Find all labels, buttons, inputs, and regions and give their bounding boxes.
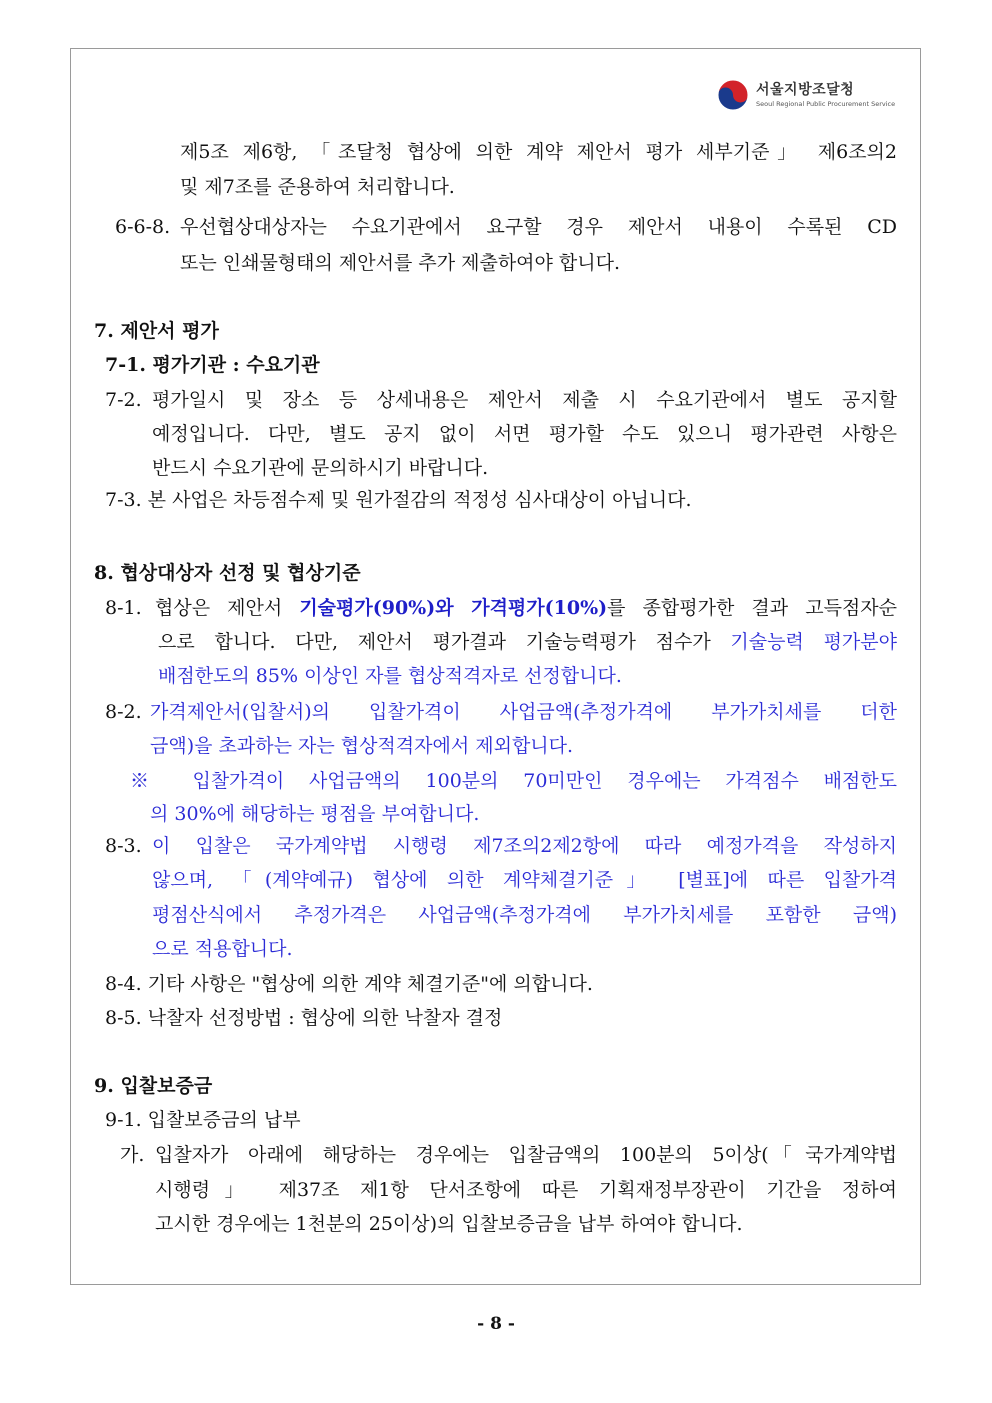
item-text: 8-4. 기타 사항은 "협상에 의한 계약 체결기준"에 의합니다. xyxy=(105,973,593,995)
continuation-line-1: 제5조 제6항, 「조달청 협상에 의한 계약 제안서 평가 세부기준」 제6조의2 xyxy=(180,141,897,163)
item-number: 7-2. xyxy=(105,389,142,411)
item-text xyxy=(155,596,897,620)
note-text: ※ 입찰가격이 사업금액의 100분의 70미만인 경우에는 가격점수 배점한도 xyxy=(130,770,897,792)
item-text: 평가일시 및 장소 등 상세내용은 제안서 제출 시 수요기관에서 별도 공지할 xyxy=(152,389,897,411)
item-text: 우선협상대상자는 수요기관에서 요구할 경우 제안서 내용이 수록된 CD xyxy=(180,216,897,238)
item-number: 8-1. xyxy=(105,597,142,619)
logo xyxy=(716,78,896,114)
item-text: 평점산식에서 추정가격은 사업금액(추정가격에 부가가치세를 포함한 금액) xyxy=(152,904,897,926)
item-text: 시행령」 제37조 제1항 단서조항에 따른 기획재정부장관이 기간을 정하여 xyxy=(155,1179,897,1201)
text-run: 를 종합평가한 결과 고득점자순 xyxy=(607,597,897,619)
item-text: 9-1. 입찰보증금의 납부 xyxy=(105,1109,301,1131)
item-text: 예정입니다. 다만, 별도 공지 없이 서면 평가할 수도 있으니 평가관련 사항은 xyxy=(152,423,897,445)
item-number: 6-6-8. xyxy=(115,216,171,238)
item-text: 7-3. 본 사업은 차등점수제 및 원가절감의 적정성 심사대상이 아닙니다. xyxy=(105,489,692,511)
highlight-text: 기술평가(90%)와 가격평가(10%) xyxy=(299,597,608,619)
item-text: 가격제안서(입찰서)의 입찰가격이 사업금액(추정가격에 부가가치세를 더한 xyxy=(150,701,897,723)
item-text: 이 입찰은 국가계약법 시행령 제7조의2제2항에 따라 예정가격을 작성하지 xyxy=(152,835,897,857)
item-text: 반드시 수요기관에 문의하시기 바랍니다. xyxy=(152,457,489,479)
item-number: 8-2. xyxy=(105,701,142,723)
continuation-line-2: 및 제7조를 준용하여 처리합니다. xyxy=(180,176,455,198)
item-heading: 7-1. 평가기관 : 수요기관 xyxy=(105,354,320,376)
section-title: 7. 제안서 평가 xyxy=(94,320,219,342)
text-run: 으로 합니다. 다만, 제안서 평가결과 기술능력평가 점수가 xyxy=(158,631,731,653)
text-run: 협상은 제안서 xyxy=(155,597,300,619)
logo-name-ko: 서울지방조달청 xyxy=(756,82,855,98)
item-text: 고시한 경우에는 1천분의 25이상)의 입찰보증금을 납부 하여야 합니다. xyxy=(155,1213,743,1235)
section-title: 9. 입찰보증금 xyxy=(94,1075,213,1097)
item-text: 배점한도의 85% 이상인 자를 협상적격자로 선정합니다. xyxy=(158,665,622,687)
item-text: 금액)을 초과하는 자는 협상적격자에서 제외합니다. xyxy=(150,735,574,757)
item-text: 입찰자가 아래에 해당하는 경우에는 입찰금액의 100분의 5이상(「국가계약법 xyxy=(155,1144,897,1166)
item-number: 8-3. xyxy=(105,835,142,857)
note-text: 의 30%에 해당하는 평점을 부여합니다. xyxy=(150,803,480,825)
item-text: 으로 적용합니다. xyxy=(152,938,293,960)
section-title: 8. 협상대상자 선정 및 협상기준 xyxy=(94,562,361,584)
item-text: 또는 인쇄물형태의 제안서를 추가 제출하여야 합니다. xyxy=(180,252,621,274)
logo-name-en: Seoul Regional Public Procurement Service xyxy=(756,100,896,108)
item-text: 8-5. 낙찰자 선정방법 : 협상에 의한 낙찰자 결정 xyxy=(105,1007,503,1029)
item-number: 가. xyxy=(120,1144,145,1166)
item-text: 않으며, 「(계약예규) 협상에 의한 계약체결기준」 [별표]에 따른 입찰가격 xyxy=(152,869,897,891)
taegeuk-emblem-icon xyxy=(716,78,750,112)
page-number: - 8 - xyxy=(477,1314,515,1334)
highlight-text: 기술능력 평가분야 xyxy=(730,631,897,653)
item-text xyxy=(158,630,897,654)
